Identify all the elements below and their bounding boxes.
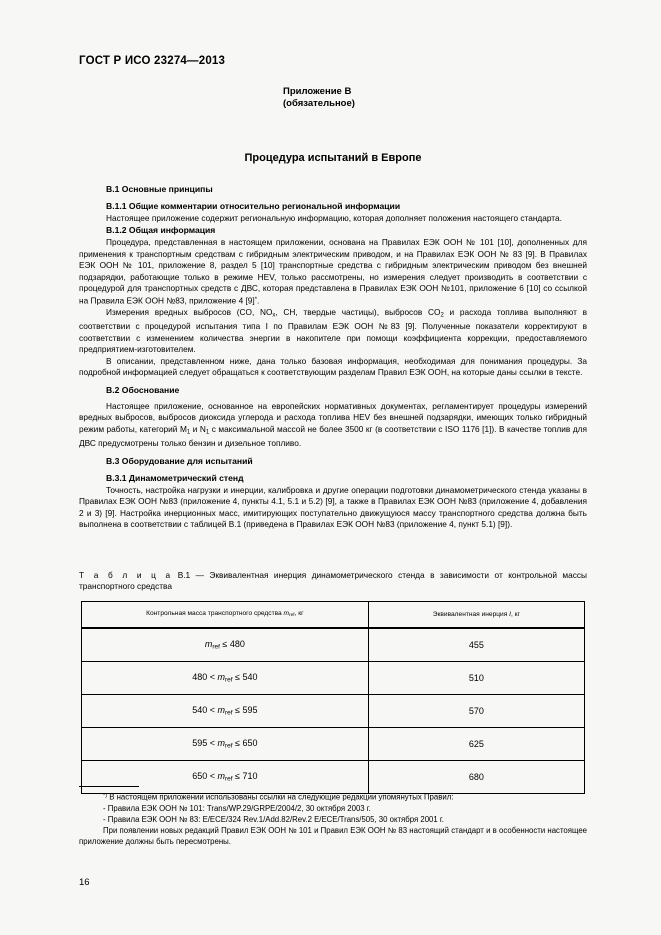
annex-label: Приложение В (283, 86, 352, 97)
paragraph-b11-1: Настоящее приложение содержит региональную информацию, которая дополняет положения настоящего стандарта. (106, 213, 562, 223)
section-heading-b1: В.1 Основные принципы (106, 184, 213, 194)
table-cell-inertia: 510 (368, 662, 584, 695)
table-cell-inertia: 625 (368, 728, 584, 761)
annex-status: (обязательное) (283, 97, 355, 109)
table-cell-inertia: 680 (368, 761, 584, 794)
table-caption (79, 570, 587, 593)
footnote-separator (79, 786, 139, 787)
body-text-area (79, 182, 587, 531)
table-header-mass: Контрольная масса транспортного средства $m_{ref}$, кг (82, 602, 369, 629)
section-heading-b31: В.3.1 Динамометрический стенд (106, 472, 244, 483)
table-caption-dash: — (195, 570, 204, 580)
table-row (82, 761, 585, 794)
paragraph-b12-3: В описании, представленном ниже, дана только базовая информация, необходимая для понимания процедуры. За подробной информацией следует обращаться к соответствующим разделам Правил ЕЭК ООН, на которые даны ссылки в тексте. (79, 355, 587, 378)
equivalent-inertia-table (81, 601, 585, 794)
table-row (82, 628, 585, 662)
table-caption-label: Т а б л и ц а (79, 570, 173, 580)
section-heading-b3: В.3 Оборудование для испытаний (106, 455, 253, 466)
page-title: Процедура испытаний в Европе (244, 152, 422, 164)
annex-heading-block (283, 86, 355, 109)
footnote-block (79, 791, 587, 847)
footnote-intro-text: В настоящем приложении использованы ссылки на следующие редакции упомянутых Правил: (109, 792, 454, 802)
footnote-closing: При появлении новых редакций Правил ЕЭК ООН № 101 и Правил ЕЭК ООН № 83 настоящий стандарт и в особенности настоящее приложение должны быть пересмотрены. (79, 825, 587, 847)
table-caption-number: В.1 (177, 570, 191, 580)
section-heading-b2: В.2 Обоснование (106, 384, 180, 395)
paragraph-b12-2: Измерения вредных выбросов (CO, $NO_x$, CH, твердые частицы), выбросов $CO_2$ и расхода топлива выполняют в соответствии с процедурой испытания типа I по Правилам ЕЭК ООН №83 [9]. Полученные показатели корректируют в соответствии с изменением количества энергии в накопителе при помощи коэффициента коррекции, предоставляемого предприятием-изготовителем. (79, 306, 587, 355)
page-number: 16 (79, 877, 90, 888)
paragraph-b31-1: Точность, настройка нагрузки и инерции, калибровка и другие операции подготовки динамометрического стенда указаны в Правилах ЕЭК ООН №83 (приложение 4, пункты 4.1, 5.1 и 5.2) [9], а также в Правилах ЕЭК ООН №83 (приложение 4, добавления 2 и 3) [9]. Настройка инерционных масс, имитирующих поступательно движущуюся массу транспортного средства должна быть выполнена в соответствии с таблицей В.1 (приведена в Правилах ЕЭК ООН №83 (приложение 4, пункт 5.1) [9]). (79, 484, 587, 530)
table-cell-mass: $m_{ref} \le 480$ (82, 628, 369, 662)
table-row (82, 662, 585, 695)
table-caption-text: Эквивалентная инерция динамометрического стенда в зависимости от контрольной массы транспортного средства (79, 570, 587, 592)
table-row (82, 728, 585, 761)
section-heading-b11: В.1.1 Общие комментарии относительно региональной информации (106, 201, 401, 211)
table-cell-mass: $595 < m_{ref} \le 650$ (82, 728, 369, 761)
table-row (82, 695, 585, 728)
table-cell-mass: $480 < m_{ref} \le 540$ (82, 662, 369, 695)
table-cell-inertia: 570 (368, 695, 584, 728)
footnote-item: - Правила ЕЭК ООН № 101: Trans/WP.29/GRPE/2004/2, 30 октября 2003 г. (103, 803, 371, 813)
standard-header: ГОСТ Р ИСО 23274—2013 (79, 55, 226, 67)
table-cell-mass: $650 < m_{ref} \le 710$ (82, 761, 369, 794)
table-cell-inertia: 455 (368, 628, 584, 662)
table-header-row (82, 602, 585, 629)
footnote-item: - Правила ЕЭК ООН № 83: E/ECE/324 Rev.1/Add.82/Rev.2 E/ECE/Trans/505, 30 октября 2001 г. (103, 814, 444, 824)
paragraph-b2-1: Настоящее приложение, основанное на европейских нормативных документах, регламентирует процедуры измерений вредных выбросов, выбросов диоксида углерода и расхода топлива HEV без внешней подзарядки, имеющих только гибридный режим работы, категорий $M_1$ и $N_1$ с максимальной массой не более 3500 кг (в соответствии с ISO 1176 [1]). В качестве топлив для ДВС предусмотрены только бензин и дизельное топливо. (79, 400, 587, 449)
table-cell-mass: $540 < m_{ref} \le 595$ (82, 695, 369, 728)
table-header-inertia: Эквивалентная инерция I, кг (368, 602, 584, 629)
section-heading-b12: В.1.2 Общая информация (106, 225, 216, 236)
footnote-intro: *) В настоящем приложении использованы ссылки на следующие редакции упомянутых Правил: (103, 792, 454, 802)
paragraph-b12-1: Процедура, представленная в настоящем приложении, основана на Правилах ЕЭК ООН № 101 [10], дополненных для применения к транспортным средствам с гибридным электрическим приводом, и на Правилах ЕЭК ООН № 83 [9]. В Правилах ЕЭК ООН № 101, приложение 8, раздел 5 [10] транспортные средства с гибридным электрическим приводом без внешней подзарядки, работающие только в режиме HEV, только рассмотрены, но измерения следует производить в соответствии с процедурой для транспортных средств с ДВС, которая представлена в Правилах ЕЭК ООН №101, приложение 6 [10] со ссылкой на Правила ЕЭК ООН №83, приложение 4 [9]*. (79, 237, 587, 306)
